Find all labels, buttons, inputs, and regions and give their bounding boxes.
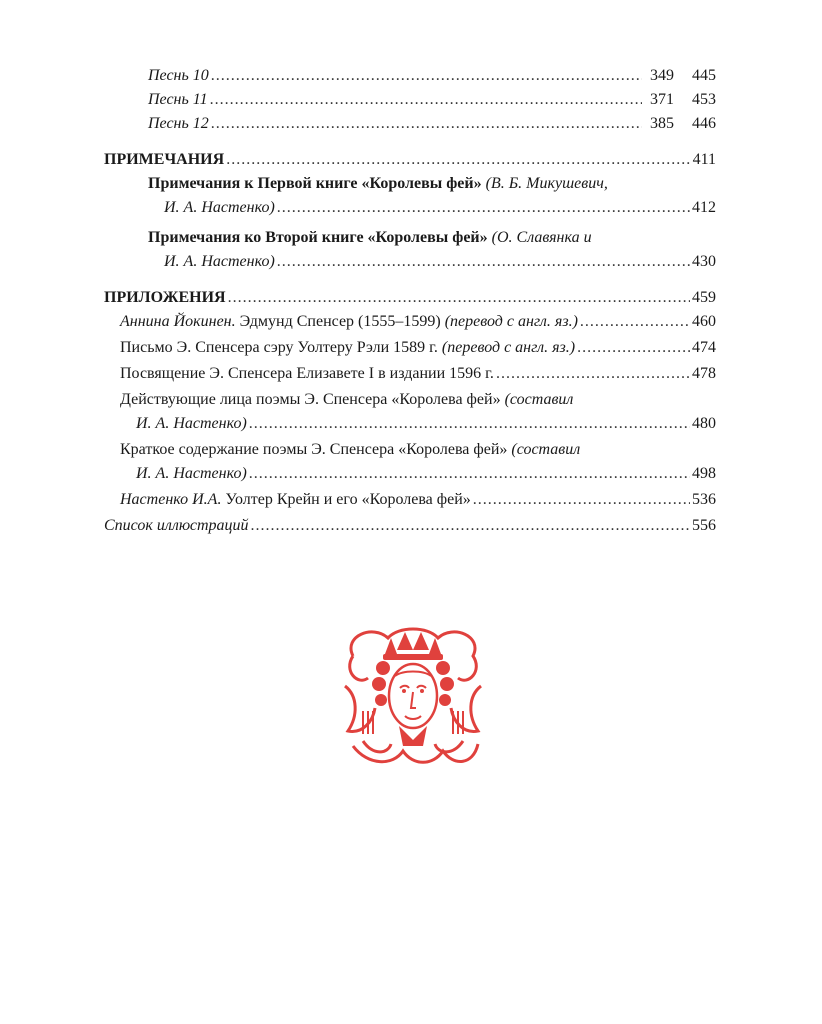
dot-leader (577, 336, 690, 360)
toc-entry-appendix-3[interactable] (104, 362, 716, 386)
dot-leader (277, 250, 690, 274)
entry-authors: (О. Славянка и (491, 229, 592, 246)
dot-leader (277, 196, 690, 220)
page-number: 480 (692, 415, 716, 432)
medusa-head-ornament-icon (333, 616, 493, 776)
entry-note: И. А. Настенко) (136, 415, 247, 432)
page-number: 460 (692, 313, 716, 330)
entry-title: Песнь 12 (148, 115, 209, 132)
toc-entry-appendix-5[interactable] (104, 438, 716, 462)
toc-entry-appendix-6[interactable] (104, 488, 716, 512)
entry-authors: И. А. Настенко) (164, 253, 275, 270)
entry-note: (перевод с англ. яз.) (444, 313, 578, 330)
page-number: 459 (692, 289, 716, 306)
entry-title: Уолтер Крейн и его «Королева фей» (221, 491, 471, 508)
page-number: 556 (692, 517, 716, 534)
toc-entry-song-11[interactable] (104, 88, 716, 112)
dot-leader (249, 412, 690, 436)
entry-authors: И. А. Настенко) (164, 199, 275, 216)
dot-leader (249, 462, 690, 486)
toc-entry-notes-book1-cont[interactable] (104, 196, 716, 220)
entry-title: Песнь 11 (148, 91, 208, 108)
dot-leader (226, 148, 690, 172)
page-number: 446 (692, 115, 716, 132)
entry-note: (составил (504, 391, 574, 408)
page-number: 453 (692, 91, 716, 108)
toc-section-appendix[interactable] (104, 286, 716, 310)
toc-section-notes[interactable] (104, 148, 716, 172)
entry-authors: (В. Б. Микушевич, (485, 175, 608, 192)
entry-title: Эдмунд Спенсер (1555–1599) (235, 313, 445, 330)
dot-leader (211, 112, 642, 136)
table-of-contents (104, 64, 716, 538)
toc-entry-song-10[interactable] (104, 64, 716, 88)
dot-leader (228, 286, 690, 310)
entry-title: Примечания ко Второй книге «Королевы фей» (148, 229, 488, 246)
page-number: 445 (692, 67, 716, 84)
entry-title: Песнь 10 (148, 67, 209, 84)
dot-leader (580, 310, 690, 334)
entry-author: Аннина Йокинен. (120, 313, 236, 330)
page-number: 349 (650, 67, 674, 84)
page-number: 430 (692, 253, 716, 270)
toc-entry-appendix-4[interactable] (104, 388, 716, 412)
dot-leader (251, 514, 690, 538)
entry-title: Примечания к Первой книге «Королевы фей» (148, 175, 482, 192)
entry-title: Краткое содержание поэмы Э. Спенсера «Королева фей» (120, 441, 512, 458)
toc-entry-appendix-2[interactable] (104, 336, 716, 360)
section-heading: ПРИМЕЧАНИЯ (104, 151, 225, 168)
entry-title: Список иллюстраций (104, 517, 249, 534)
page-number: 536 (692, 491, 716, 508)
entry-title: Посвящение Э. Спенсера Елизавете I в издании 1596 г. (120, 365, 494, 382)
section-heading: ПРИЛОЖЕНИЯ (104, 289, 226, 306)
toc-entry-appendix-4-cont[interactable] (104, 412, 716, 436)
page-number: 385 (650, 115, 674, 132)
dot-leader (210, 88, 642, 112)
toc-entry-appendix-1[interactable] (104, 310, 716, 334)
entry-note: (перевод с англ. яз.) (441, 339, 576, 356)
page-number: 412 (692, 199, 716, 216)
toc-entry-illustrations[interactable] (104, 514, 716, 538)
page-number: 411 (692, 151, 716, 168)
page-number: 498 (692, 465, 716, 482)
toc-entry-notes-book2-cont[interactable] (104, 250, 716, 274)
page-number: 371 (650, 91, 674, 108)
dot-leader (211, 64, 642, 88)
toc-entry-notes-book1[interactable] (104, 172, 716, 196)
entry-author: Настенко И.А. (120, 491, 222, 508)
page-number: 478 (692, 365, 716, 382)
entry-title: Письмо Э. Спенсера сэру Уолтеру Рэли 1589 г. (120, 339, 442, 356)
dot-leader (496, 362, 690, 386)
entry-note: И. А. Настенко) (136, 465, 247, 482)
entry-note: (составил (511, 441, 581, 458)
entry-title: Действующие лица поэмы Э. Спенсера «Королева фей» (120, 391, 505, 408)
toc-entry-appendix-5-cont[interactable] (104, 462, 716, 486)
toc-entry-song-12[interactable] (104, 112, 716, 136)
page-number: 474 (692, 339, 716, 356)
toc-entry-notes-book2[interactable] (104, 226, 716, 250)
dot-leader (473, 488, 690, 512)
